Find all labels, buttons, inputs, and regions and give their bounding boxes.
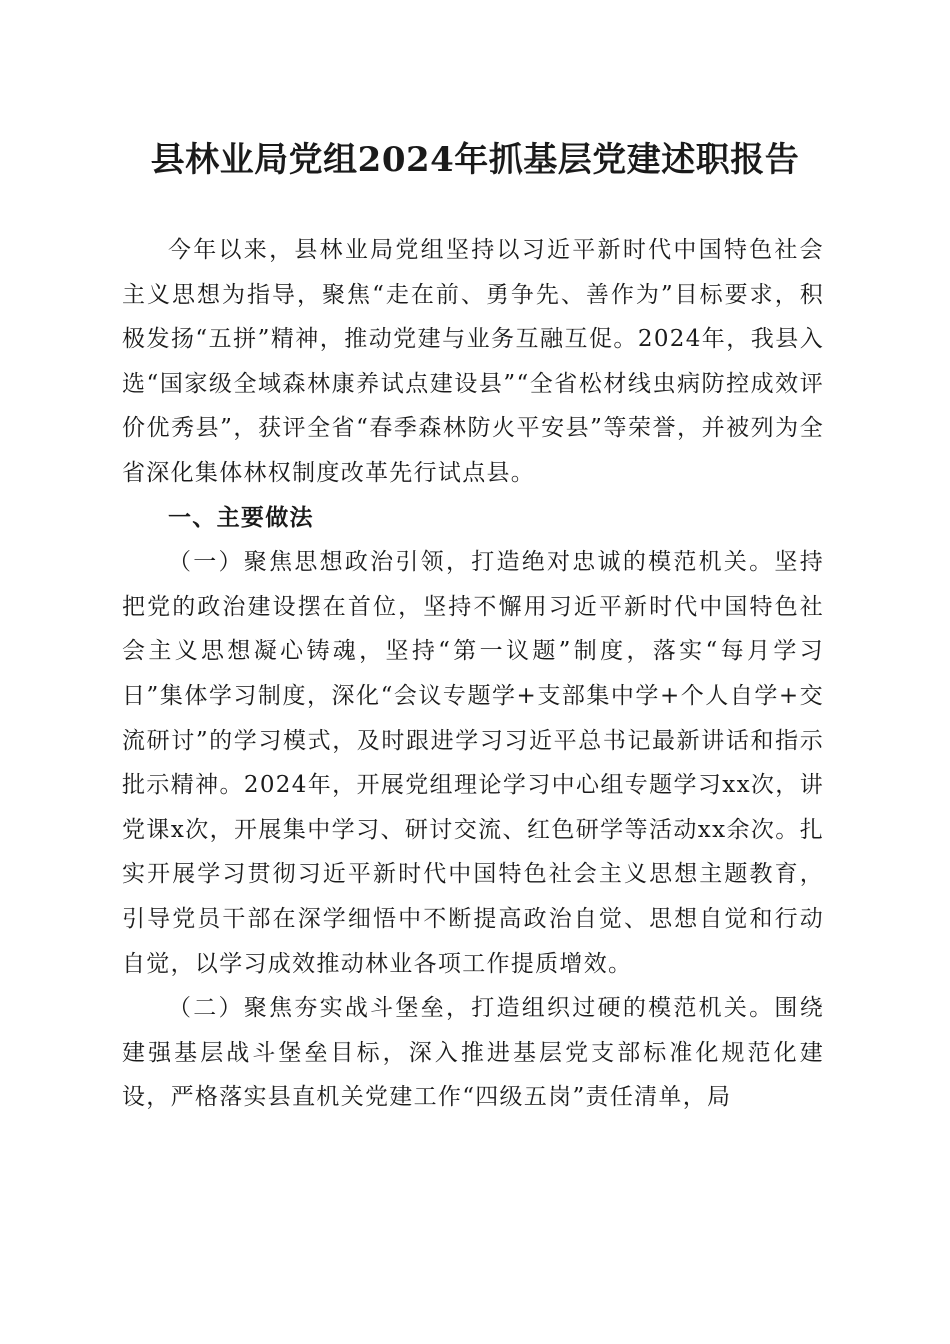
subsection-2-heading: （二）聚焦夯实战斗堡垒，打造组织过硬的模范机关。 [168, 995, 775, 1022]
document-title: 县林业局党组2024年抓基层党建述职报告 [150, 140, 800, 180]
section-heading-main-practices: 一、主要做法 [168, 503, 314, 531]
document-body [122, 228, 824, 1120]
subsection-2-text: 围绕建强基层战斗堡垒目标，深入推进基层党支部标准化规范化建设，严格落实县直机关党建工作“四级五岗”责任清单，局 [122, 995, 824, 1111]
subsection-1-heading: （一）聚焦思想政治引领，打造绝对忠诚的模范机关。 [168, 549, 775, 576]
subsection-1-text: 坚持把党的政治建设摆在首位，坚持不懈用习近平新时代中国特色社会主义思想凝心铸魂，坚持“第一议题”制度，落实“每月学习日”集体学习制度，深化“会议专题学+支部集中学+个人自学+交流研讨”的学习模式，及时跟进学习习近平总书记最新讲话和指示批示精神。2024年，开展党组理论学习中心组专题学习xx次，讲党课x次，开展集中学习、研讨交流、红色研学等活动xx余次。扎实开展学习贯彻习近平新时代中国特色社会主义思想主题教育，引导党员干部在深学细悟中不断提高政治自觉、思想自觉和行动自觉，以学习成效推动林业各项工作提质增效。 [122, 549, 824, 977]
intro-paragraph: 今年以来，县林业局党组坚持以习近平新时代中国特色社会主义思想为指导，聚焦“走在前、勇争先、善作为”目标要求，积极发扬“五拼”精神，推动党建与业务互融互促。2024年，我县入选“国家级全域森林康养试点建设县”“全省松材线虫病防控成效评价优秀县”，获评全省“春季森林防火平安县”等荣誉，并被列为全省深化集体林权制度改革先行试点县。 [122, 237, 824, 486]
subsection-1-paragraph [122, 540, 824, 986]
subsection-2-paragraph [122, 986, 824, 1120]
